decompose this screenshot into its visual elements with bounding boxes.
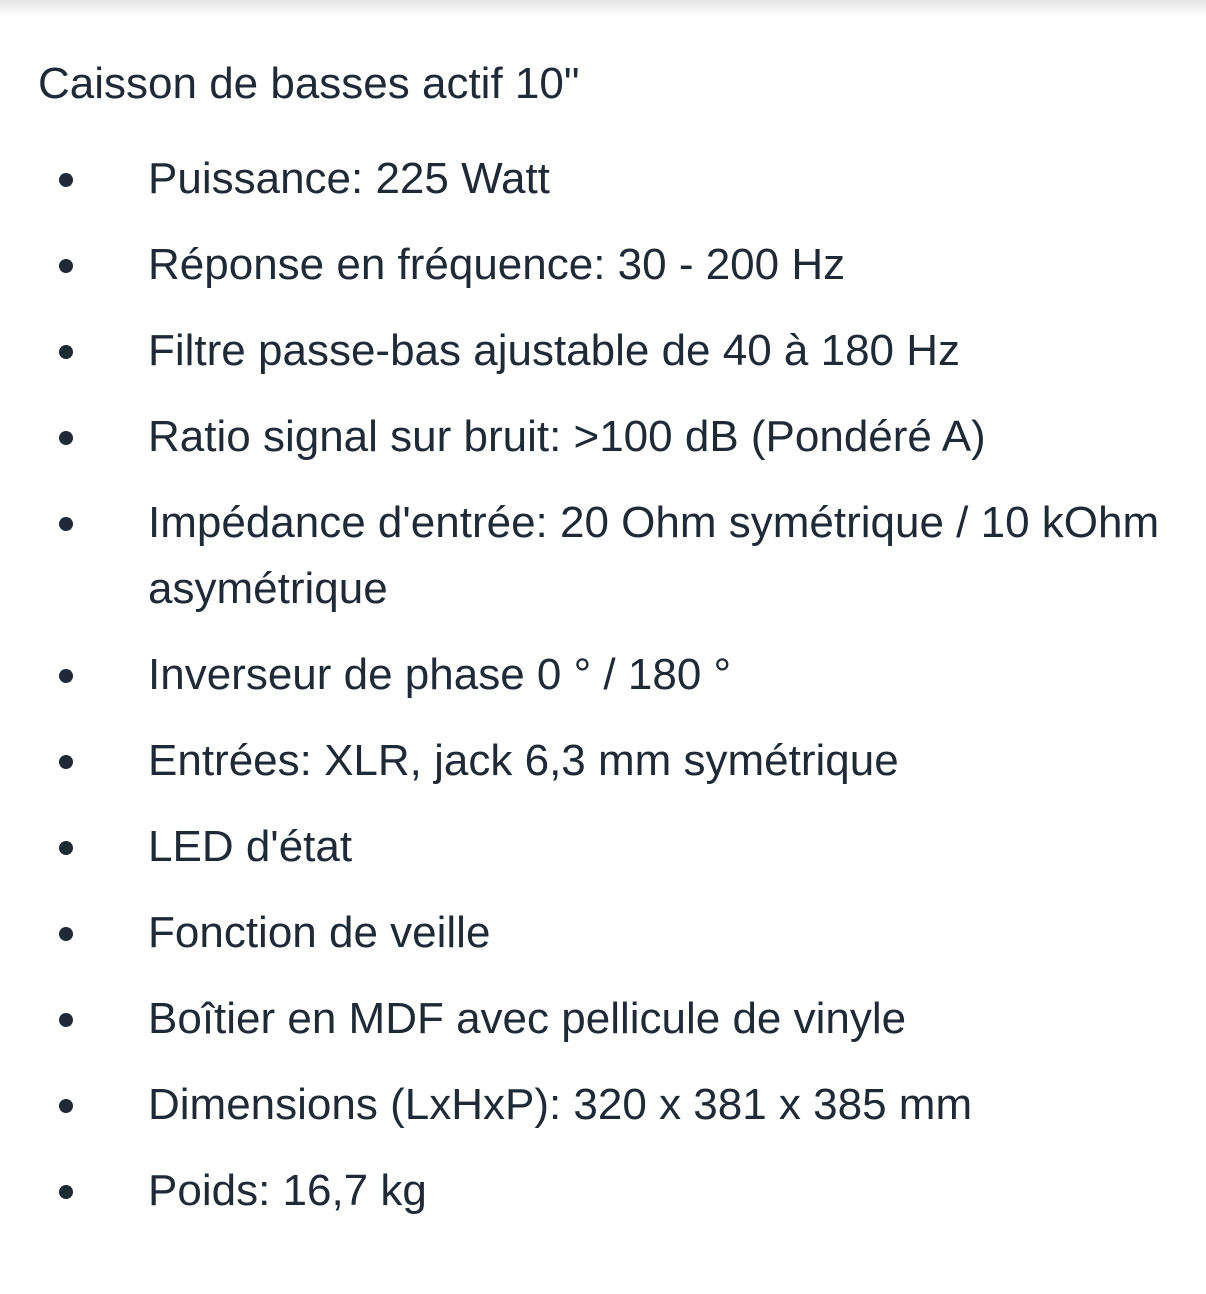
bullet-icon bbox=[59, 927, 73, 941]
spec-text: Dimensions (LxHxP): 320 x 381 x 385 mm bbox=[148, 1080, 973, 1129]
spec-text: Puissance: 225 Watt bbox=[148, 154, 550, 203]
spec-list bbox=[38, 146, 1168, 1224]
spec-text: Filtre passe-bas ajustable de 40 à 180 Hz bbox=[148, 326, 961, 375]
bullet-icon bbox=[59, 1013, 73, 1027]
spec-text: Réponse en fréquence: 30 - 200 Hz bbox=[148, 240, 846, 289]
bullet-icon bbox=[59, 1185, 73, 1199]
spec-item bbox=[38, 900, 1168, 966]
spec-text: LED d'état bbox=[148, 822, 353, 871]
spec-text: Fonction de veille bbox=[148, 908, 491, 957]
spec-item bbox=[38, 986, 1168, 1052]
spec-item bbox=[38, 642, 1168, 708]
bullet-icon bbox=[59, 173, 73, 187]
spec-item bbox=[38, 1072, 1168, 1138]
bullet-icon bbox=[59, 517, 73, 531]
bullet-icon bbox=[59, 259, 73, 273]
bullet-icon bbox=[59, 431, 73, 445]
spec-text: Impédance d'entrée: 20 Ohm symétrique / 10 kOhm asymétrique bbox=[148, 498, 1160, 613]
bullet-icon bbox=[59, 841, 73, 855]
bullet-icon bbox=[59, 755, 73, 769]
spec-item bbox=[38, 318, 1168, 384]
spec-text: Entrées: XLR, jack 6,3 mm symétrique bbox=[148, 736, 899, 785]
product-description bbox=[38, 58, 1168, 1244]
spec-item bbox=[38, 728, 1168, 794]
bullet-icon bbox=[59, 345, 73, 359]
spec-item bbox=[38, 146, 1168, 212]
spec-item bbox=[38, 232, 1168, 298]
spec-item bbox=[38, 1158, 1168, 1224]
bullet-icon bbox=[59, 1099, 73, 1113]
bullet-icon bbox=[59, 669, 73, 683]
spec-text: Boîtier en MDF avec pellicule de vinyle bbox=[148, 994, 907, 1043]
spec-text: Inverseur de phase 0 ° / 180 ° bbox=[148, 650, 732, 699]
product-title: Caisson de basses actif 10" bbox=[38, 59, 580, 108]
top-bar-shadow bbox=[0, 0, 1206, 16]
spec-text: Ratio signal sur bruit: >100 dB (Pondéré A) bbox=[148, 412, 986, 461]
spec-item bbox=[38, 404, 1168, 470]
spec-item bbox=[38, 814, 1168, 880]
spec-item bbox=[38, 490, 1168, 622]
spec-text: Poids: 16,7 kg bbox=[148, 1166, 427, 1215]
